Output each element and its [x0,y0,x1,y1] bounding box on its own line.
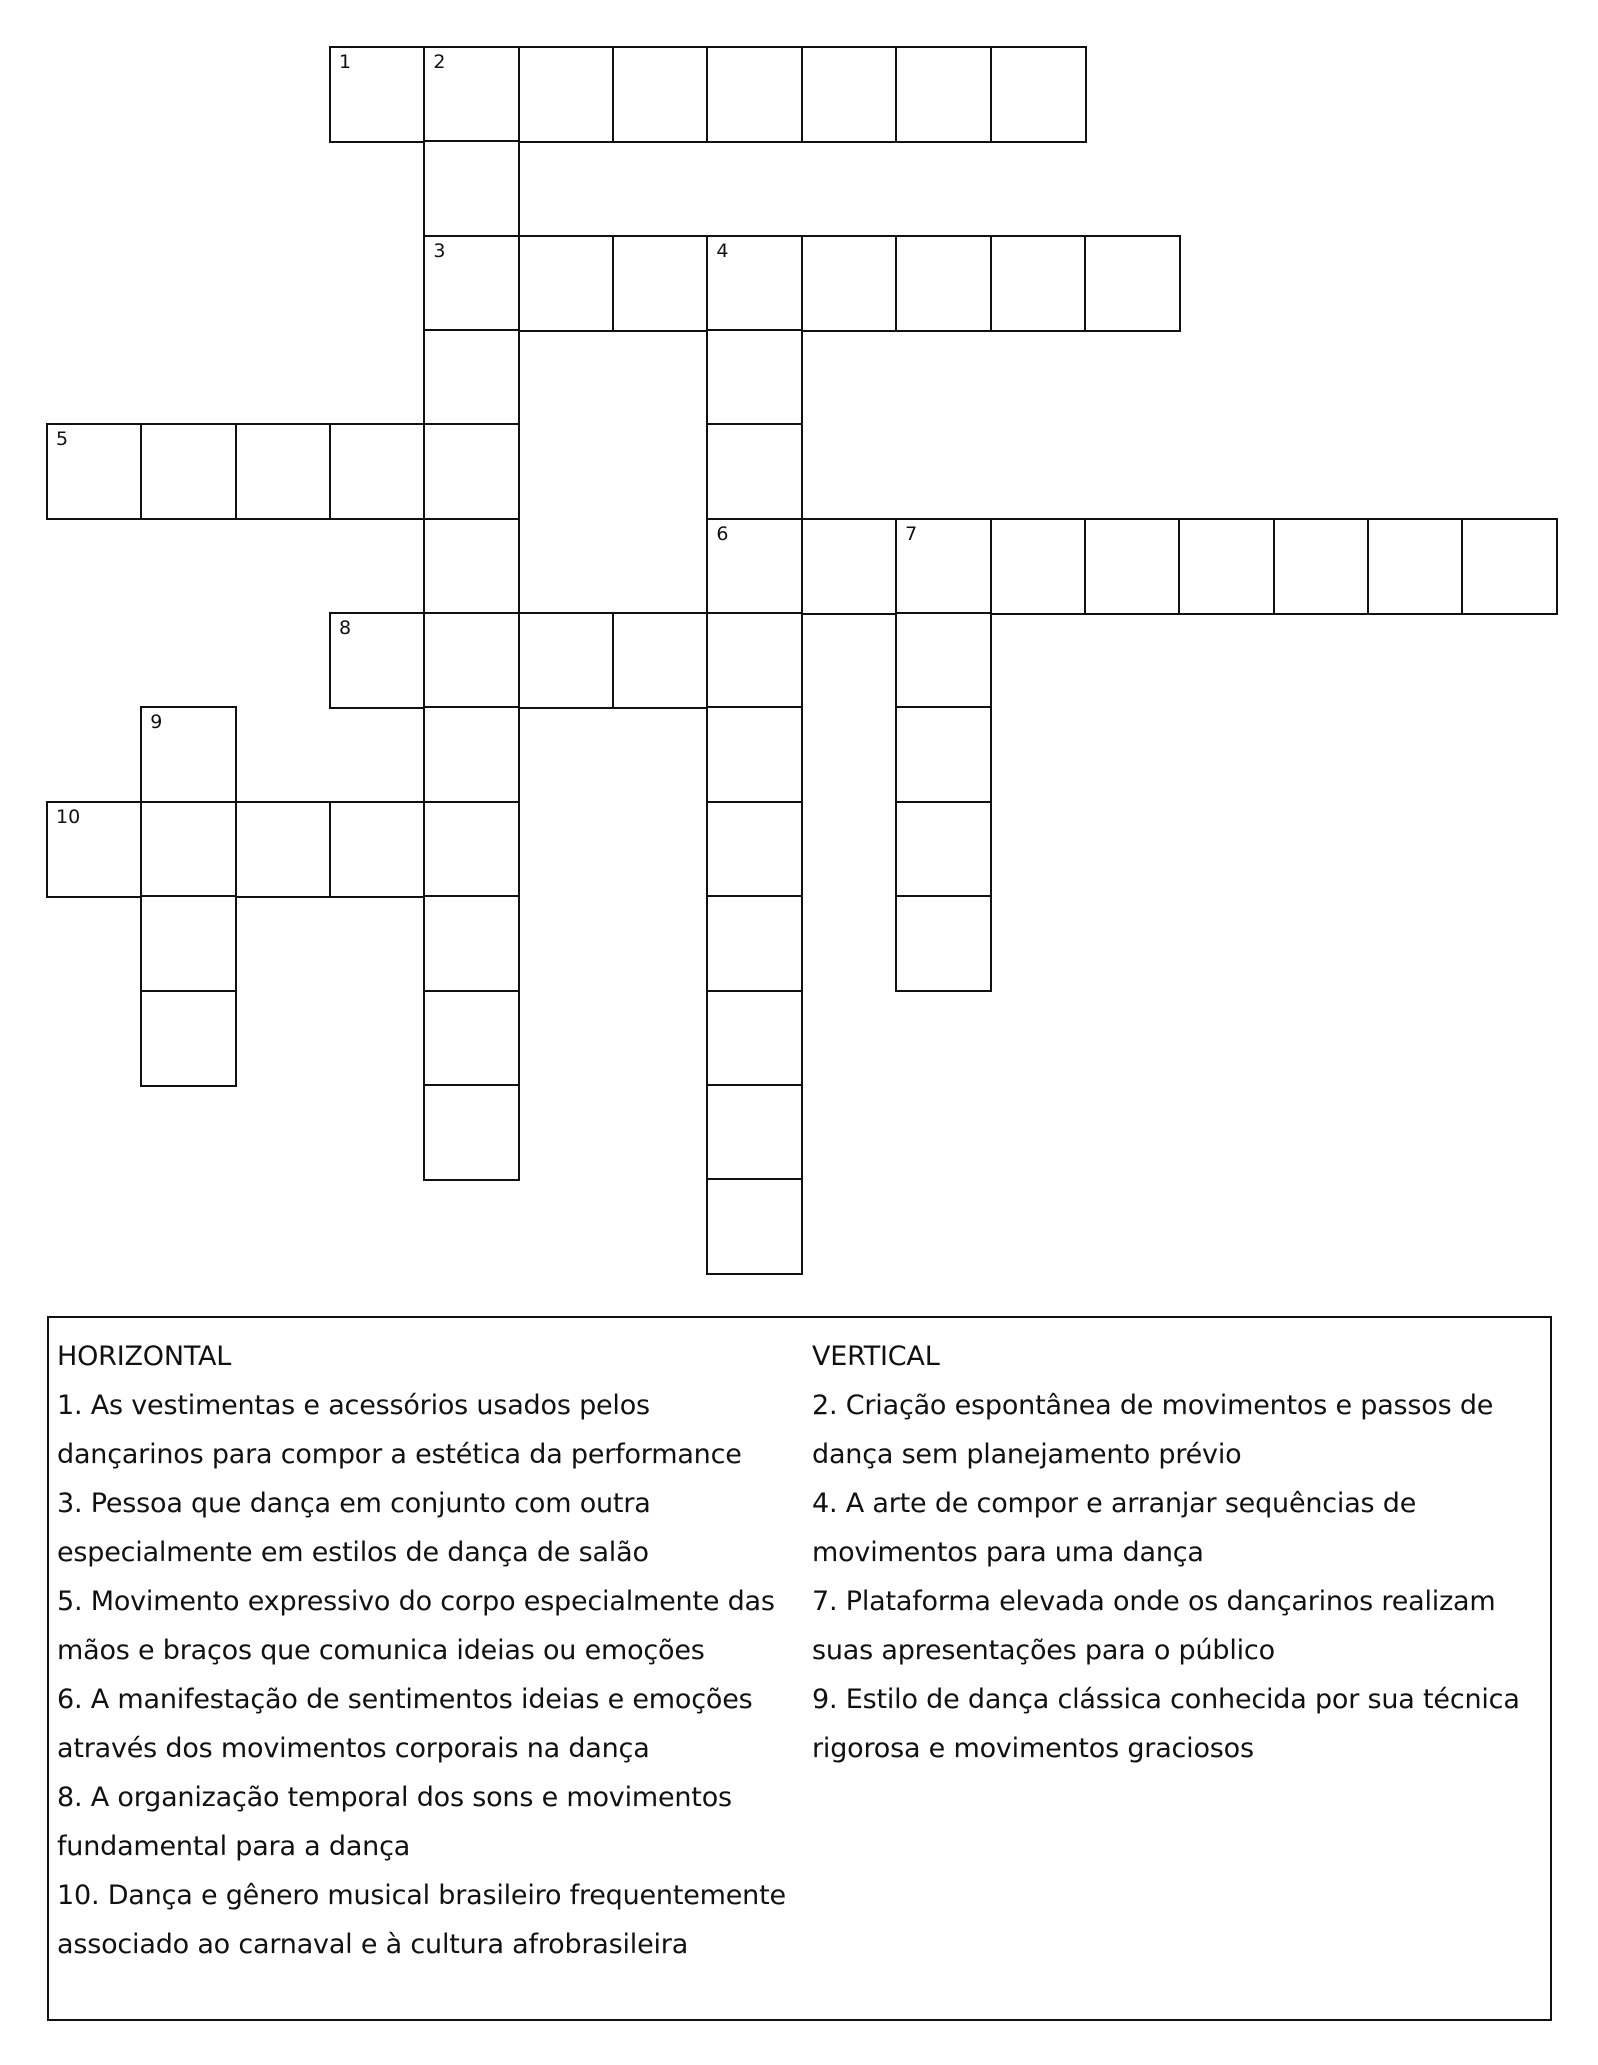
clue-number: 3 [433,239,446,262]
grid-cell[interactable] [802,236,897,331]
clue-number: 4 [716,239,729,262]
grid-cell[interactable] [707,47,802,142]
grid-cell[interactable] [896,896,991,991]
grid-cell[interactable] [141,802,236,897]
clue-line: associado ao carnaval e à cultura afrobrasileira [57,1929,689,1960]
clue-line: através dos movimentos corporais na dança [57,1733,650,1764]
clue-number: 7 [905,522,918,545]
grid-cell[interactable] [707,1085,802,1180]
clue-line: 8. A organização temporal dos sons e movimentos [57,1782,732,1813]
grid-cell[interactable] [707,519,802,614]
clue-number: 2 [433,51,446,73]
grid-cell[interactable] [707,330,802,425]
grid-cell[interactable] [991,236,1086,331]
grid-cell[interactable] [896,707,991,802]
grid-cell[interactable] [236,802,331,897]
grid-cell[interactable] [1368,519,1463,614]
grid-cell[interactable] [1274,519,1369,614]
grid-cell[interactable] [707,896,802,991]
grid-cell[interactable] [707,1179,802,1274]
clue-number: 10 [56,805,81,828]
grid-cell[interactable] [424,613,519,708]
grid-cell[interactable] [707,613,802,708]
grid-cell[interactable] [802,47,897,142]
grid-cell[interactable] [141,991,236,1086]
grid-cell[interactable] [424,519,519,614]
grid-cell[interactable] [47,802,142,897]
grid-cell[interactable] [141,896,236,991]
clue-number: 5 [56,428,69,451]
clue-number: 8 [339,617,352,640]
grid-cell[interactable] [613,47,708,142]
grid-cell[interactable] [330,424,425,519]
grid-cell[interactable] [47,424,142,519]
grid-cell[interactable] [707,236,802,331]
grid-cell[interactable] [330,47,425,142]
grid-cell[interactable] [424,330,519,425]
clue-line: 4. A arte de compor e arranjar sequências de [812,1488,1417,1519]
horizontal-clues [57,1332,817,1969]
grid-cell[interactable] [330,613,425,708]
grid-cell[interactable] [424,236,519,331]
grid-cell[interactable] [707,424,802,519]
grid-cell[interactable] [707,991,802,1086]
clue-line: 1. As vestimentas e acessórios usados pelos [57,1390,650,1421]
grid-cell[interactable] [519,613,614,708]
clue-line: fundamental para a dança [57,1831,411,1862]
grid-cell[interactable] [613,236,708,331]
clue-number: 1 [339,51,352,73]
clue-line: movimentos para uma dança [812,1537,1204,1568]
grid-cell[interactable] [613,613,708,708]
clue-line: 6. A manifestação de sentimentos ideias e emoções [57,1684,753,1715]
grid-cell[interactable] [424,991,519,1086]
grid-cell[interactable] [707,802,802,897]
grid-cell[interactable] [424,424,519,519]
grid-cell[interactable] [1085,236,1180,331]
vertical-title: VERTICAL [812,1341,940,1372]
clue-number: 6 [716,522,729,545]
clue-line: 2. Criação espontânea de movimentos e passos de [812,1390,1494,1421]
grid-cell[interactable] [991,519,1086,614]
grid-cell[interactable] [424,802,519,897]
clue-line: especialmente em estilos de dança de salão [57,1537,649,1568]
grid-cell[interactable] [236,424,331,519]
clue-line: 10. Dança e gênero musical brasileiro frequentemente [57,1880,786,1911]
clue-line: dançarinos para compor a estética da performance [57,1439,742,1470]
clue-line: mãos e braços que comunica ideias ou emoções [57,1635,705,1666]
grid-cell[interactable] [896,613,991,708]
grid-cell[interactable] [896,802,991,897]
grid-cell[interactable] [519,236,614,331]
clue-line: 3. Pessoa que dança em conjunto com outra [57,1488,651,1519]
clue-line: 9. Estilo de dança clássica conhecida por sua técnica [812,1684,1520,1715]
grid-cell[interactable] [991,47,1086,142]
grid-cell[interactable] [141,707,236,802]
clue-line: rigorosa e movimentos graciosos [812,1733,1254,1764]
horizontal-title: HORIZONTAL [57,1341,232,1372]
grid-cell[interactable] [424,47,519,142]
grid-cell[interactable] [1179,519,1274,614]
clue-line: 7. Plataforma elevada onde os dançarinos realizam [812,1586,1496,1617]
grid-cell[interactable] [802,519,897,614]
grid-cell[interactable] [707,707,802,802]
clues-panel [47,1316,1552,2021]
grid-cell[interactable] [1462,519,1557,614]
grid-cell[interactable] [1085,519,1180,614]
clue-number: 9 [150,711,163,734]
grid-cell[interactable] [519,47,614,142]
grid-cell[interactable] [424,896,519,991]
grid-cell[interactable] [896,47,991,142]
grid-cell[interactable] [896,236,991,331]
grid-cell[interactable] [424,707,519,802]
clue-line: dança sem planejamento prévio [812,1439,1242,1470]
grid-cell[interactable] [141,424,236,519]
grid-cell[interactable] [330,802,425,897]
vertical-clues [812,1332,1532,1773]
clue-line: suas apresentações para o público [812,1635,1275,1666]
grid-cell[interactable] [424,1085,519,1180]
grid-cell[interactable] [896,519,991,614]
clue-line: 5. Movimento expressivo do corpo especialmente das [57,1586,775,1617]
grid-cell[interactable] [424,141,519,236]
